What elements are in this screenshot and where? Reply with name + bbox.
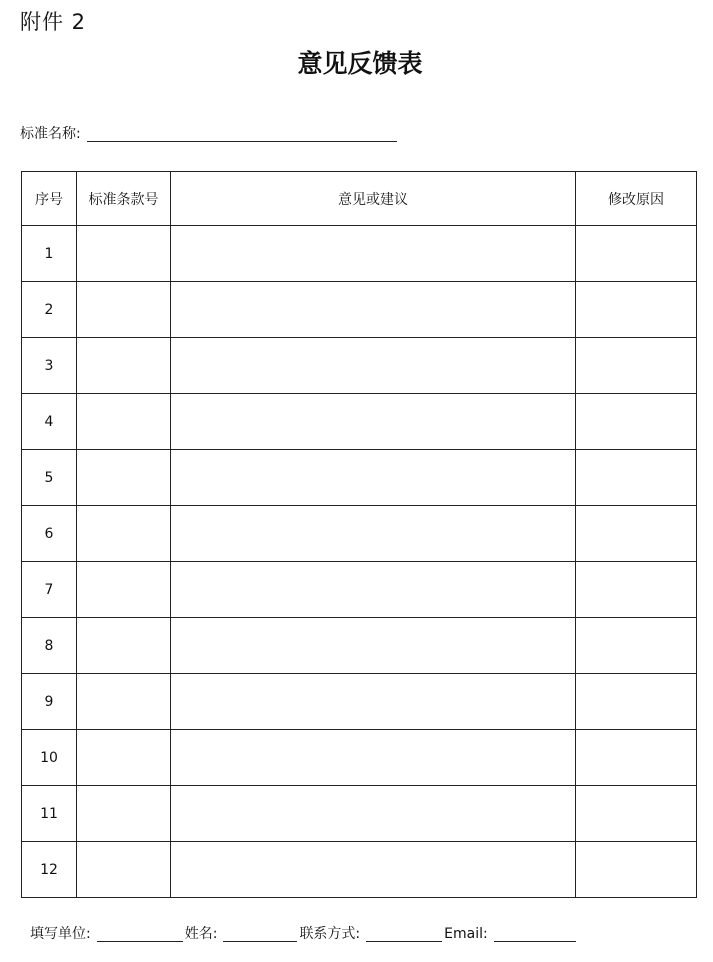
clause-cell[interactable]	[77, 506, 171, 562]
reason-cell[interactable]	[576, 730, 697, 786]
suggestion-cell[interactable]	[171, 842, 576, 898]
suggestion-cell[interactable]	[171, 674, 576, 730]
clause-cell[interactable]	[77, 450, 171, 506]
email-blank-line[interactable]	[494, 941, 576, 942]
reason-cell[interactable]	[576, 842, 697, 898]
feedback-table	[21, 171, 697, 898]
clause-cell[interactable]	[77, 786, 171, 842]
page-title: 意见反馈表	[297, 49, 423, 78]
table-row	[22, 282, 697, 338]
row-serial-number: 11	[22, 786, 77, 842]
row-serial-number: 6	[22, 506, 77, 562]
column-header-reason: 修改原因	[576, 172, 697, 226]
column-header-serial: 序号	[22, 172, 77, 226]
row-serial-number: 9	[22, 674, 77, 730]
suggestion-cell[interactable]	[171, 338, 576, 394]
clause-cell[interactable]	[77, 394, 171, 450]
standard-name-label: 标准名称:	[20, 126, 81, 142]
suggestion-cell[interactable]	[171, 282, 576, 338]
table-row	[22, 786, 697, 842]
row-serial-number: 12	[22, 842, 77, 898]
standard-name-blank-line[interactable]	[87, 141, 397, 142]
email-label: Email:	[444, 926, 488, 942]
suggestion-cell[interactable]	[171, 450, 576, 506]
table-row	[22, 506, 697, 562]
table-row	[22, 338, 697, 394]
suggestion-cell[interactable]	[171, 394, 576, 450]
row-serial-number: 5	[22, 450, 77, 506]
row-serial-number: 3	[22, 338, 77, 394]
row-serial-number: 4	[22, 394, 77, 450]
clause-cell[interactable]	[77, 730, 171, 786]
reason-cell[interactable]	[576, 786, 697, 842]
clause-cell[interactable]	[77, 282, 171, 338]
clause-cell[interactable]	[77, 338, 171, 394]
reason-cell[interactable]	[576, 506, 697, 562]
unit-label: 填写单位:	[30, 926, 91, 942]
table-row	[22, 562, 697, 618]
clause-cell[interactable]	[77, 842, 171, 898]
row-serial-number: 1	[22, 226, 77, 282]
table-row	[22, 226, 697, 282]
suggestion-cell[interactable]	[171, 730, 576, 786]
table-row	[22, 730, 697, 786]
row-serial-number: 8	[22, 618, 77, 674]
reason-cell[interactable]	[576, 450, 697, 506]
table-row	[22, 450, 697, 506]
row-serial-number: 10	[22, 730, 77, 786]
row-serial-number: 7	[22, 562, 77, 618]
suggestion-cell[interactable]	[171, 226, 576, 282]
standard-name-field	[20, 122, 397, 144]
clause-cell[interactable]	[77, 226, 171, 282]
suggestion-cell[interactable]	[171, 618, 576, 674]
name-label: 姓名:	[184, 926, 218, 942]
column-header-suggestion: 意见或建议	[171, 172, 576, 226]
table-body	[22, 226, 697, 898]
table-header-row	[22, 172, 697, 226]
table-row	[22, 394, 697, 450]
suggestion-cell[interactable]	[171, 506, 576, 562]
unit-blank-line[interactable]	[97, 941, 183, 942]
suggestion-cell[interactable]	[171, 786, 576, 842]
attachment-label: 附件 2	[20, 10, 87, 34]
name-blank-line[interactable]	[223, 941, 297, 942]
suggestion-cell[interactable]	[171, 562, 576, 618]
reason-cell[interactable]	[576, 394, 697, 450]
table-row	[22, 674, 697, 730]
reason-cell[interactable]	[576, 562, 697, 618]
reason-cell[interactable]	[576, 282, 697, 338]
reason-cell[interactable]	[576, 618, 697, 674]
footer-fields	[30, 922, 578, 944]
reason-cell[interactable]	[576, 674, 697, 730]
row-serial-number: 2	[22, 282, 77, 338]
contact-blank-line[interactable]	[366, 941, 442, 942]
clause-cell[interactable]	[77, 674, 171, 730]
clause-cell[interactable]	[77, 562, 171, 618]
reason-cell[interactable]	[576, 338, 697, 394]
contact-label: 联系方式:	[299, 926, 361, 942]
table-row	[22, 842, 697, 898]
table-row	[22, 618, 697, 674]
column-header-clause: 标准条款号	[77, 172, 171, 226]
reason-cell[interactable]	[576, 226, 697, 282]
clause-cell[interactable]	[77, 618, 171, 674]
